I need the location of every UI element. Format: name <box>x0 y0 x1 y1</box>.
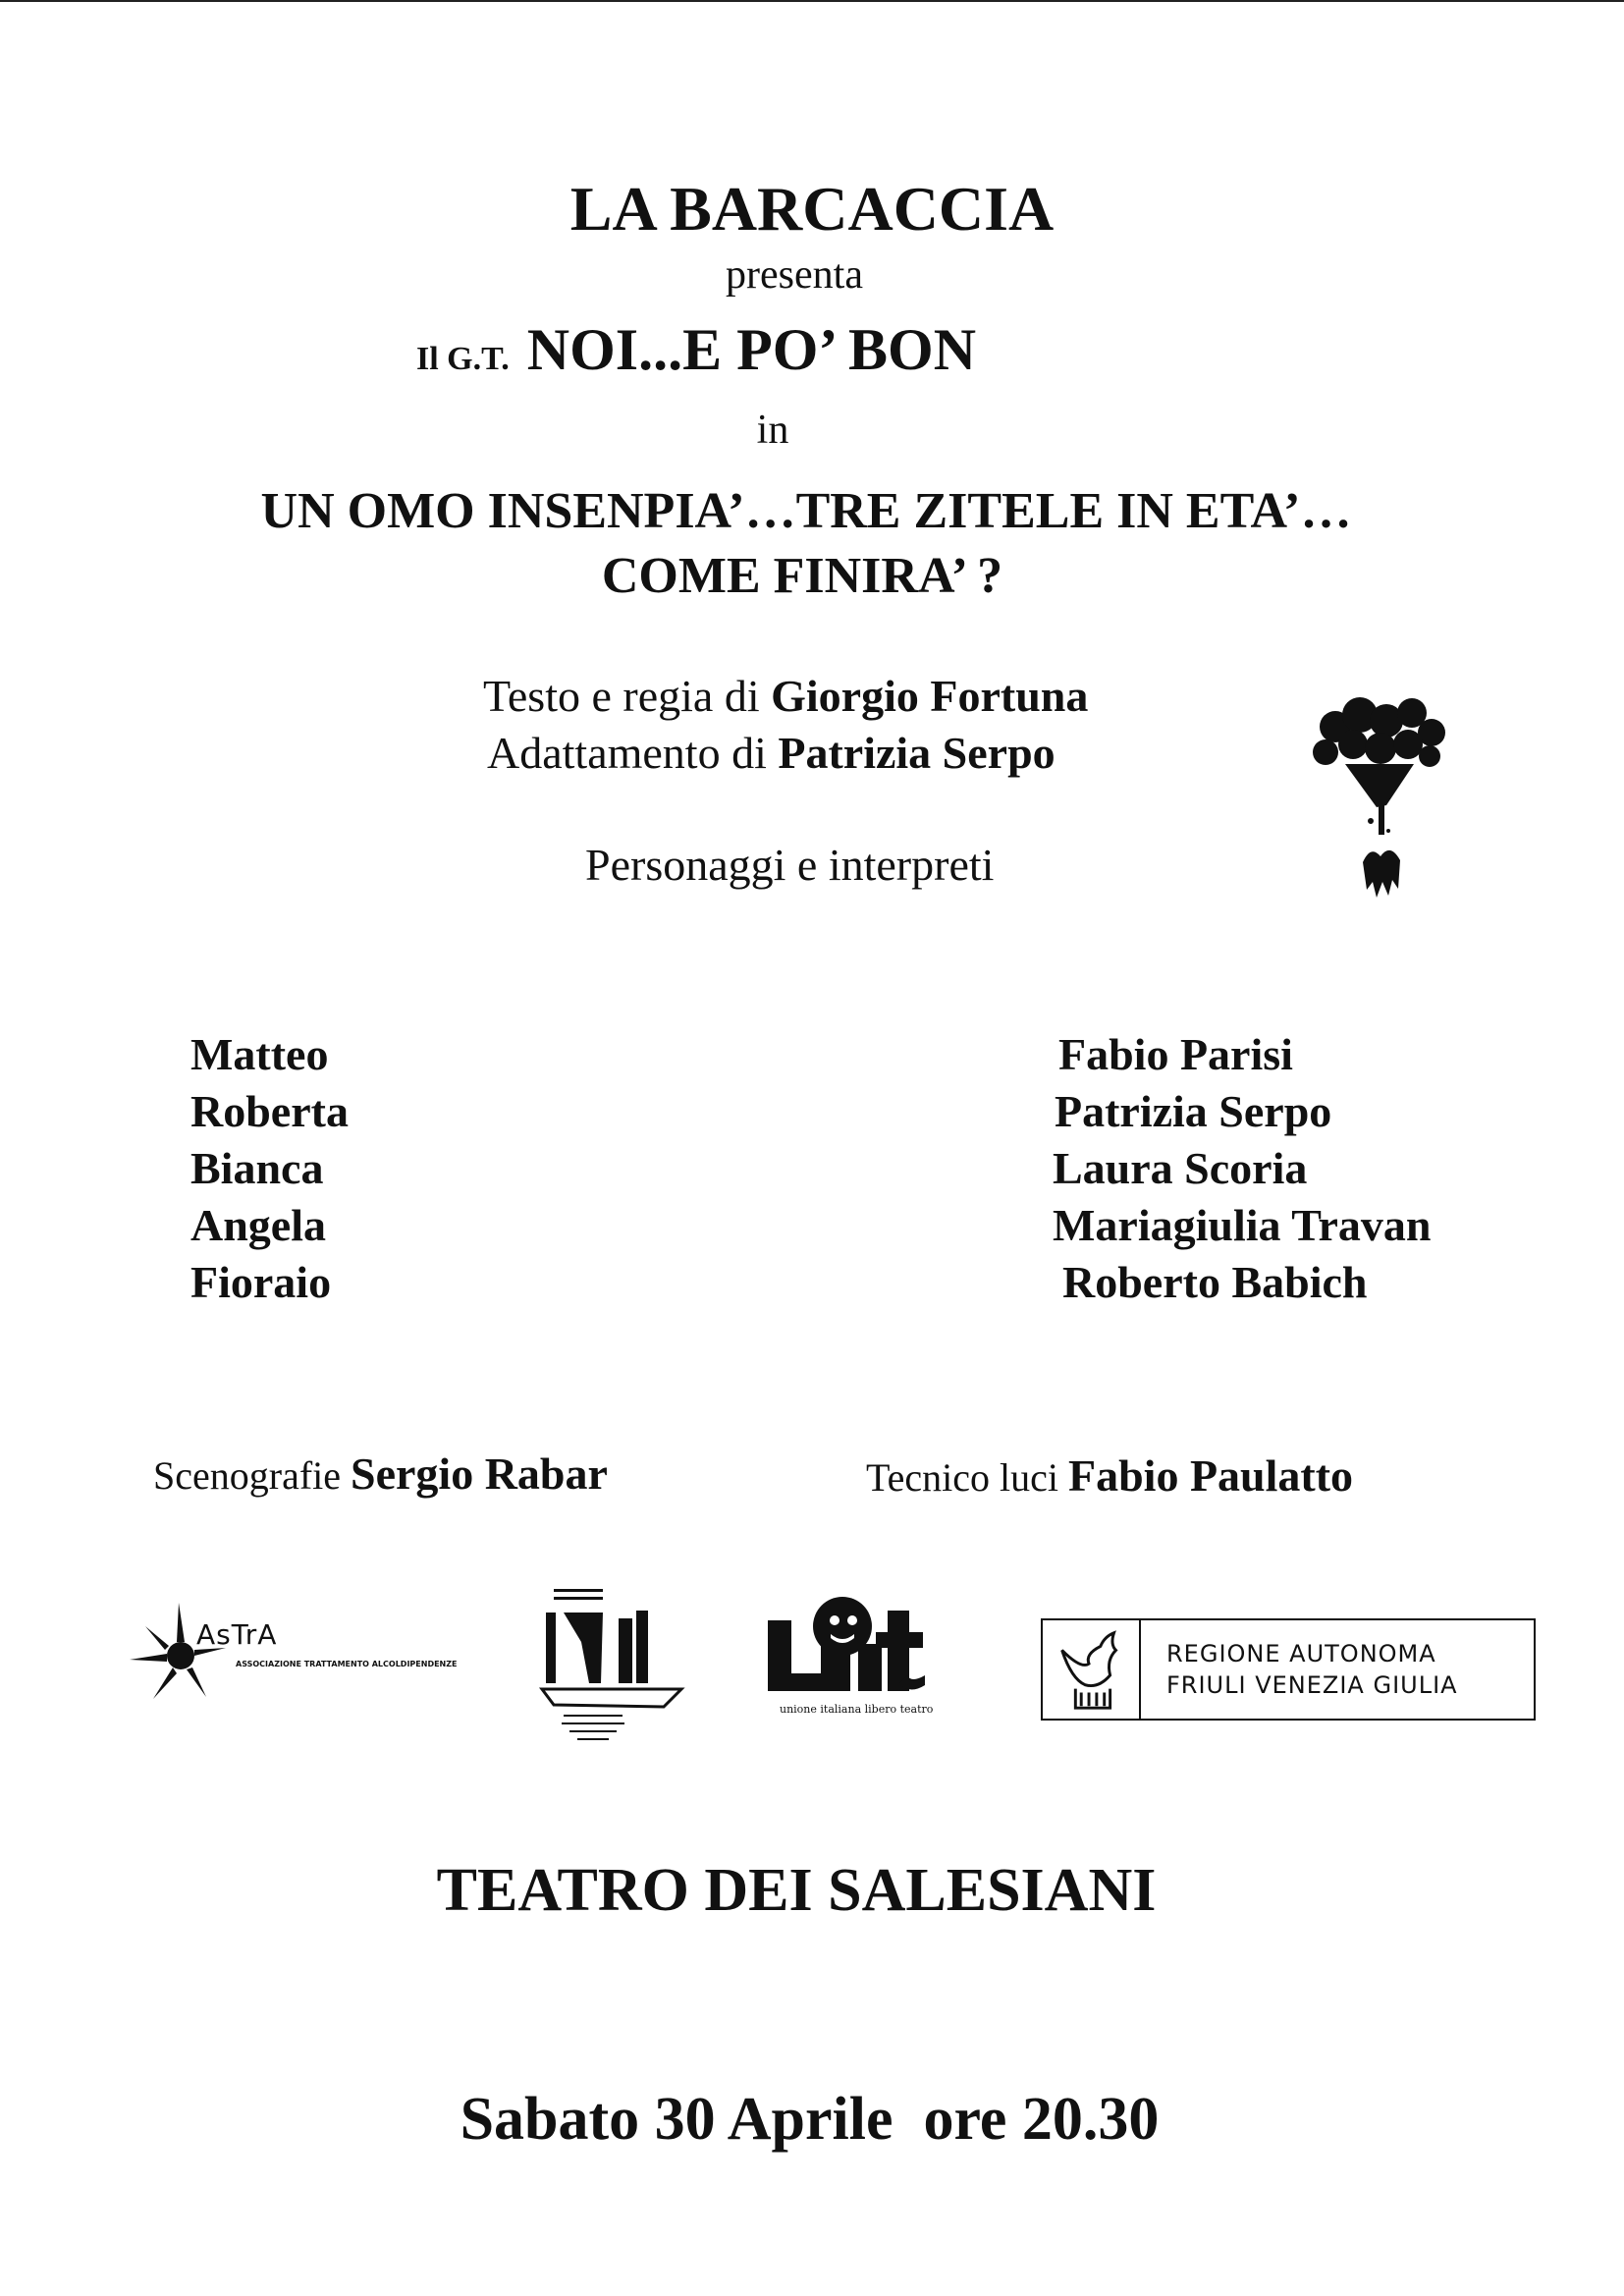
group-prefix: Il G.T. <box>416 341 510 377</box>
play-title-line1-text: UN OMO INSENPIA’…TRE ZITELE IN ETA’… <box>260 483 1352 539</box>
astra-subtitle: ASSOCIAZIONE TRATTAMENTO ALCOLDIPENDENZE <box>236 1660 458 1668</box>
play-title-line2 <box>0 548 1624 605</box>
play-title-line1 <box>0 483 1624 540</box>
character-name: Fioraio <box>190 1257 332 1307</box>
astra-name: AsTrA <box>196 1618 278 1651</box>
cast-characters <box>190 1026 349 1311</box>
flower-bouquet-icon <box>1306 687 1453 913</box>
character-name: Angela <box>190 1200 326 1250</box>
venue-label: TEATRO DEI SALESIANI <box>436 1857 1157 1924</box>
sun-star-icon <box>124 1599 232 1707</box>
credit-adaptation <box>487 725 1056 782</box>
in-text <box>0 407 1624 454</box>
credit-text-director <box>483 668 1088 725</box>
cast-actors <box>1055 1026 1431 1311</box>
cast-heading: Personaggi e interpreti <box>585 840 995 890</box>
lights-name: Fabio Paulatto <box>1068 1450 1354 1501</box>
region-line1: REGIONE AUTONOMA <box>1166 1640 1436 1667</box>
sets-label: Scenografie <box>153 1453 352 1498</box>
region-line2: FRIULI VENEZIA GIULIA <box>1166 1671 1458 1699</box>
lights-label: Tecnico luci <box>866 1455 1068 1500</box>
actor-name: Roberto Babich <box>1062 1257 1368 1307</box>
theatre-mask-icon <box>762 1591 958 1699</box>
presents-text <box>0 251 1624 299</box>
credit-adapt-name: Patrizia Serpo <box>778 728 1056 778</box>
group-name: NOI...E PO’ BON <box>526 317 977 382</box>
region-logo <box>1041 1618 1536 1721</box>
astra-logo <box>124 1599 507 1707</box>
regional-association-logo <box>534 1583 701 1750</box>
actor-name: Mariagiulia Travan <box>1053 1200 1432 1250</box>
character-name: Bianca <box>190 1143 324 1193</box>
credit-text-label: Testo e regia di <box>483 671 772 721</box>
actor-name: Patrizia Serpo <box>1055 1086 1332 1136</box>
uilt-caption: unione italiana libero teatro <box>780 1703 934 1716</box>
group-line <box>416 316 976 384</box>
presents-label: presenta <box>726 252 863 298</box>
character-name: Matteo <box>190 1029 329 1079</box>
top-border-line <box>0 0 1624 2</box>
company-name: LA BARCACCIA <box>569 174 1055 244</box>
actor-name: Laura Scoria <box>1053 1143 1308 1193</box>
event-date <box>0 2015 1624 2155</box>
uilt-logo <box>762 1591 958 1719</box>
credit-adapt-label: Adattamento di <box>487 728 779 778</box>
credit-sets <box>153 1448 608 1500</box>
play-title-line2-text: COME FINIRA’ ? <box>601 548 1003 604</box>
in-label: in <box>756 408 789 453</box>
credit-lights <box>866 1449 1353 1502</box>
venue-name <box>0 1856 1624 1926</box>
region-text <box>1141 1620 1458 1719</box>
sets-name: Sergio Rabar <box>351 1449 608 1499</box>
actor-name: Fabio Parisi <box>1058 1029 1293 1079</box>
eagle-icon <box>1043 1620 1141 1719</box>
character-name: Roberta <box>190 1086 349 1136</box>
credit-text-name: Giorgio Fortuna <box>771 671 1089 721</box>
event-date-label: Sabato 30 Aprile ore 20.30 <box>460 2086 1160 2153</box>
